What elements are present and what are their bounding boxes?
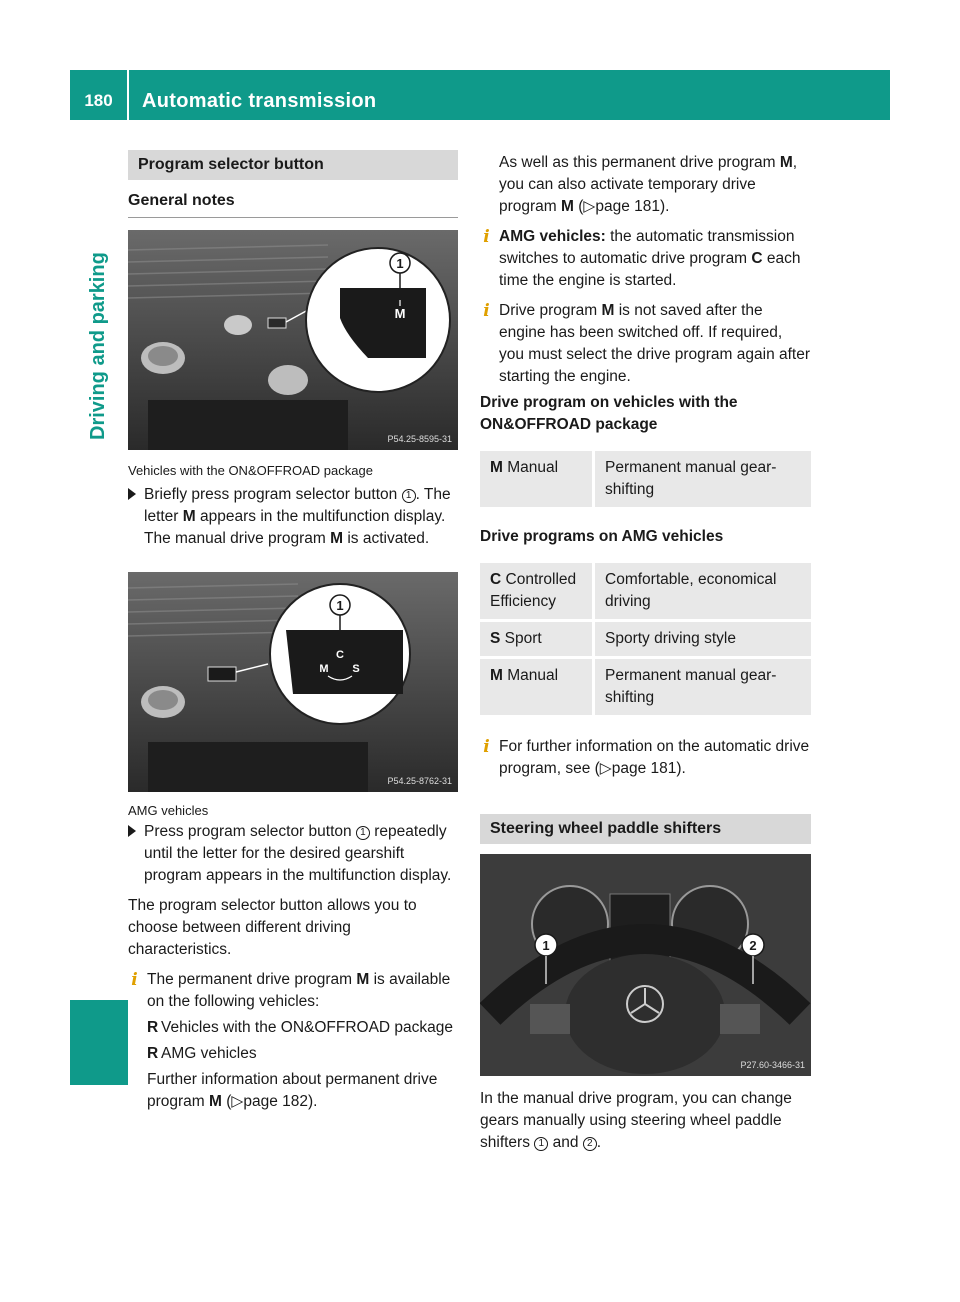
para2-letter-m: M [209, 1092, 222, 1110]
info1-text-b: is available on the following vehicles: [147, 970, 451, 1010]
table-cell-program: S Sport [480, 622, 595, 656]
para2-text-b: ( [221, 1092, 232, 1110]
photo2-c: C [336, 649, 344, 662]
para2-text-c: ). [308, 1092, 318, 1110]
step1-text-b: . The letter [144, 486, 451, 526]
r-para1-b: , you can also activate temporary drive program [499, 154, 798, 215]
steering-wheel-illustration [480, 854, 811, 1076]
console-illustration [128, 230, 458, 450]
photo2-m: M [319, 663, 329, 676]
heading-amg: Drive programs on AMG vehicles [480, 528, 724, 545]
r-para1-d: ). [660, 198, 670, 215]
page-title: Automatic transmission [142, 90, 377, 112]
section-title: Program selector button [128, 150, 458, 180]
table-row [480, 563, 811, 619]
page-ref-181[interactable]: page 181 [595, 198, 660, 215]
header-divider [127, 70, 129, 120]
section-title-paddles: Steering wheel paddle shifters [480, 814, 811, 844]
r-info2-b: is not saved after the engine has been switched off. If required, you must select the drive program again after starting the engine. [499, 302, 811, 385]
photo1-callout: 1 [396, 255, 404, 271]
step1-text-c: appears in the multifunction display. The manual drive program [144, 508, 446, 548]
paddle-shifters-text [480, 1088, 811, 1154]
photo1-letter: M [394, 305, 406, 321]
left-column [128, 150, 458, 1113]
r-para1-c: ( [573, 198, 584, 215]
step-arrow-icon [128, 488, 136, 500]
right-column [480, 152, 811, 1154]
page-number: 180 [84, 91, 113, 110]
info-permanent-m [128, 969, 458, 1013]
steering-wheel-photo [480, 854, 811, 1076]
table-amg [480, 560, 811, 718]
subsection-title: General notes [128, 180, 458, 218]
info-icon: i [483, 227, 490, 247]
r-para1-a: As well as this permanent drive program [499, 154, 780, 171]
selector-description: The program selector button allows you to choose between different driving characteristics. [128, 896, 417, 958]
photo1-code: P54.25-8595-31 [387, 433, 452, 444]
info-amg-vehicles [480, 226, 811, 292]
sidebar-chapter-label: Driving and parking [87, 252, 109, 440]
r-info1-b: each time the engine is started. [499, 250, 801, 289]
sidebar-chapter [70, 252, 128, 440]
photo2-callout: 1 [336, 598, 344, 614]
bullet2-text: AMG vehicles [161, 1044, 257, 1062]
r-para1-m: M [779, 154, 793, 171]
r-info2-m: M [601, 302, 615, 319]
table-cell-program: C Controlled Efficiency [480, 563, 595, 619]
step2-text-a: Press program selector button [144, 822, 356, 840]
r-info2-a: Drive program [499, 302, 602, 319]
bullet1-text: Vehicles with the ON&OFFROAD package [161, 1018, 454, 1036]
callout-icon: 1 [534, 1137, 548, 1151]
photo2-s: S [352, 663, 360, 676]
r-info3-a: For further information on the automatic drive program, see ( [499, 738, 810, 777]
info-icon: i [483, 737, 490, 757]
r-info1-a: the automatic transmission switches to automatic drive program [499, 228, 795, 267]
caption-amg: AMG vehicles [128, 803, 209, 819]
table-onoffroad [480, 448, 811, 510]
info-icon: i [483, 301, 490, 321]
info-further [480, 736, 811, 780]
r-info3-b: ). [676, 760, 686, 777]
r-para2-a: In the manual drive program, you can change gears manually using steering wheel paddle shifters [480, 1090, 792, 1151]
page-ref-182[interactable]: page 182 [243, 1092, 308, 1110]
r-para1-m2: M [561, 198, 574, 215]
caption-onoffroad: Vehicles with the ON&OFFROAD package [128, 462, 373, 478]
table-cell-description: Comfortable, economical driving [595, 563, 811, 619]
r-para2-c: . [596, 1134, 602, 1151]
console-amg-illustration [128, 572, 458, 792]
page-ref-icon: ▷ [231, 1092, 244, 1110]
info-amg-label: AMG vehicles: [499, 228, 606, 245]
info-not-saved [480, 300, 811, 388]
callout-icon: 1 [402, 489, 416, 503]
info1-text-a: The permanent drive program [147, 970, 357, 988]
step-onoffroad [128, 484, 458, 550]
r-para2-b: and [548, 1134, 583, 1151]
photo3-callout-1: 1 [542, 938, 550, 953]
step-arrow-icon [128, 825, 136, 837]
photo2-code: P54.25-8762-31 [387, 776, 452, 787]
table-cell-description: Permanent manual gear-shifting [595, 451, 811, 507]
step1-letter-m: M [182, 508, 196, 526]
temporary-drive-text [480, 152, 811, 218]
table-cell-description: Permanent manual gear-shifting [595, 659, 811, 715]
page-header [70, 70, 890, 120]
page-ref-icon: ▷ [583, 198, 596, 215]
page-ref-181-b[interactable]: page 181 [611, 760, 677, 777]
console-photo-amg [128, 572, 458, 792]
list-item: R AMG vehicles [147, 1044, 257, 1062]
info-icon: i [131, 969, 138, 990]
further-info-text [147, 1069, 458, 1113]
callout-icon: 2 [583, 1137, 597, 1151]
photo3-callout-2: 2 [749, 938, 757, 953]
table-cell-program: M Manual [480, 451, 595, 507]
table-cell-description: Sporty driving style [595, 622, 811, 656]
table-cell-program: M Manual [480, 659, 595, 715]
step1-text-a: Briefly press program selector button [144, 486, 402, 504]
heading-onoffroad: Drive program on vehicles with the ON&OFFROAD package [480, 394, 738, 433]
info1-letter-m: M [356, 970, 370, 988]
table-row [480, 659, 811, 715]
photo3-code: P27.60-3466-31 [740, 1060, 805, 1071]
para2-text-a: Further information about permanent drive program [147, 1070, 438, 1110]
console-photo-onoffroad [128, 230, 458, 450]
step1-text-d: is activated. [343, 530, 430, 548]
table-row [480, 622, 811, 656]
list-item: R Vehicles with the ON&OFFROAD package [147, 1018, 454, 1036]
sidebar-tab [70, 1000, 128, 1085]
step-amg [128, 821, 458, 887]
page-ref-icon: ▷ [599, 760, 612, 777]
step1-letter-m2: M [330, 530, 344, 548]
callout-icon: 1 [356, 826, 370, 840]
r-info1-c: C [751, 250, 763, 267]
step2-text-b: repeatedly until the letter for the desired gearshift program appears in the multifunction display. [144, 822, 452, 884]
table-row [480, 451, 811, 507]
